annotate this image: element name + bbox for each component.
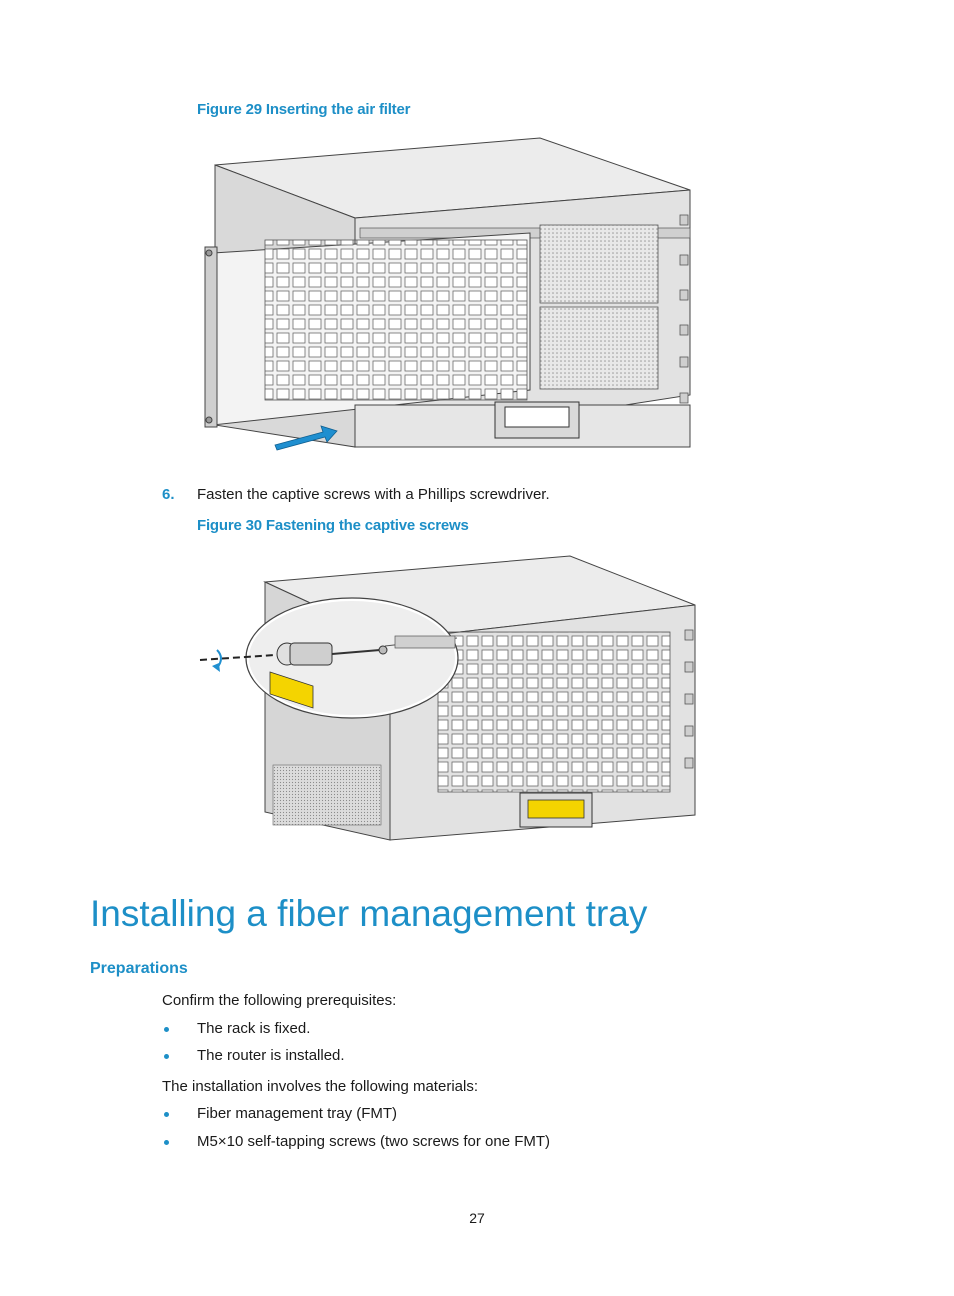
- rotation-icon: [212, 650, 221, 672]
- subsection-title: Preparations: [90, 960, 188, 977]
- figure-29-air-filter-illustration: [195, 135, 705, 455]
- figure-29-caption: Figure 29 Inserting the air filter: [197, 101, 411, 118]
- bullet-icon: [164, 1112, 169, 1117]
- bullet-icon: [164, 1027, 169, 1032]
- bullet-icon: [164, 1140, 169, 1145]
- figure-30-caption: Figure 30 Fastening the captive screws: [197, 517, 469, 534]
- step-number: 6.: [162, 486, 175, 503]
- figure-30-captive-screws-illustration: [195, 550, 705, 845]
- section-title: Installing a fiber management tray: [90, 893, 648, 934]
- step-text: Fasten the captive screws with a Phillips screwdriver.: [197, 486, 550, 503]
- bullet-icon: [164, 1054, 169, 1059]
- materials-intro: The installation involves the following materials:: [162, 1078, 478, 1095]
- prerequisites-intro: Confirm the following prerequisites:: [162, 992, 397, 1009]
- page-number: 27: [469, 1210, 485, 1226]
